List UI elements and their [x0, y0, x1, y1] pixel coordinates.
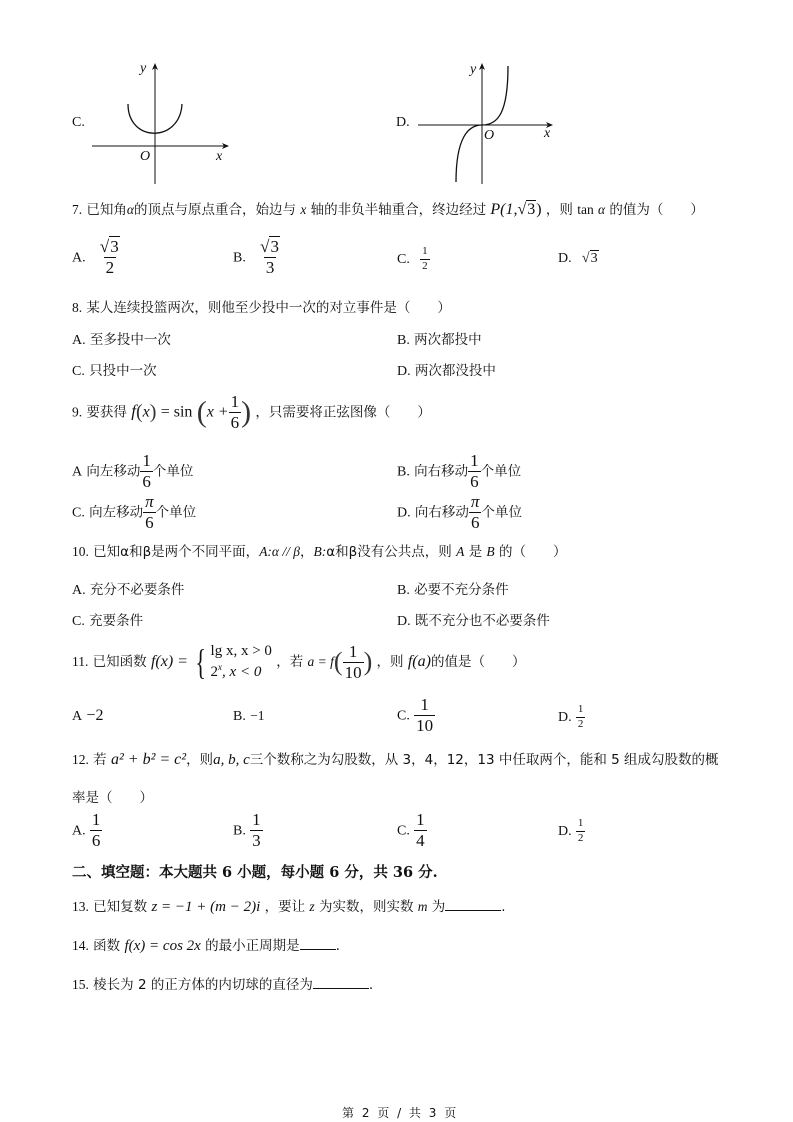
question-13: 13. 已知复数 z = −1 + (m − 2)i ，要让 z 为实数，则实数 m 为 . [72, 899, 506, 915]
q11-option-d[interactable]: D. $\frac{1}{2}$ [558, 703, 584, 730]
q12-option-b[interactable]: B. $\frac{1}{3}$ [233, 810, 261, 850]
q7-option-a[interactable]: A. $\frac{√3}{2}$ [72, 237, 119, 277]
q15-answer-blank[interactable] [313, 988, 369, 989]
q8-option-a[interactable]: A. 至多投中一次 [72, 332, 171, 348]
q12-option-d[interactable]: D. $\frac{1}{2}$ [558, 817, 584, 844]
graph-d-label: D. [396, 115, 410, 130]
q11-option-b[interactable]: B. −1 [233, 708, 265, 724]
q12-option-a[interactable]: A. $\frac{1}{6}$ [72, 810, 101, 850]
q11-option-c[interactable]: C. $\frac{1}{10}$ [397, 695, 434, 735]
svg-text:y: y [470, 62, 477, 77]
question-14: 14. 函数 f(x) = cos 2x 的最小正周期是 . [72, 938, 340, 954]
graph-c-plot [88, 58, 238, 188]
question-8: 8. 某人连续投篮两次，则他至少投中一次的对立事件是（ ） [72, 300, 451, 316]
q9-option-a[interactable]: A 向左移动 $\frac{1}{6}$ 个单位 [72, 451, 194, 491]
q7-option-d[interactable]: D. √3 [558, 251, 598, 266]
q7-option-b[interactable]: B. $\frac{√3}{3}$ [233, 237, 279, 277]
q9-option-d[interactable]: D. 向右移动 $\frac{\pi}{6}$ 个单位 [397, 492, 522, 532]
svg-text:x: x [216, 149, 223, 164]
q10-option-a[interactable]: A. 充分不必要条件 [72, 582, 185, 598]
q8-option-d[interactable]: D. 两次都没投中 [397, 363, 496, 379]
q10-option-d[interactable]: D. 既不充分也不必要条件 [397, 613, 550, 629]
graph-d-plot [412, 58, 562, 188]
q10-option-c[interactable]: C. 充要条件 [72, 613, 144, 629]
question-11: 11. 已知函数 f(x) = { lg x, x > 0 2$^x$, x < 0 ，若 a = f( $\frac{1}{10}$ ) ，则 f(a)的值是（ ） [72, 641, 526, 682]
question-7: 7. 已知角α的顶点与原点重合，始边与 x 轴的非负半轴重合，终边经过 P(1,√3) ，则 tan α 的值为（ ） [72, 201, 704, 218]
q10-option-b[interactable]: B. 必要不充分条件 [397, 582, 509, 598]
section-2-title: 二、填空题：本大题共 6 小题，每小题 6 分，共 36 分. [72, 864, 438, 881]
svg-text:O: O [484, 128, 495, 143]
q9-option-b[interactable]: B. 向右移动 $\frac{1}{6}$ 个单位 [397, 451, 522, 491]
q12-option-c[interactable]: C. $\frac{1}{4}$ [397, 810, 425, 850]
question-9: 9. 要获得 f(x) = sin (x + $\frac{1}{6}$ ) ，只需要将正弦图像（ ） [72, 392, 431, 432]
question-10: 10. 已知α和β是两个不同平面，A:α // β，B:α和β没有公共点，则 A 是 B 的（ ） [72, 544, 567, 560]
page-footer: 第 2 页 / 共 3 页 [342, 1106, 459, 1120]
q9-option-c[interactable]: C. 向左移动 $\frac{\pi}{6}$ 个单位 [72, 492, 197, 532]
question-12: 12. 若 a² + b² = c²，则a, b, c三个数称之为勾股数，从 3，4，12，13 中任取两个，能和 5 组成勾股数的概 [72, 751, 719, 768]
question-12-line2: 率是（ ） [72, 790, 153, 806]
q14-answer-blank[interactable] [300, 949, 336, 950]
svg-text:y: y [140, 61, 147, 76]
q8-option-c[interactable]: C. 只投中一次 [72, 363, 157, 379]
q11-option-a[interactable]: A −2 [72, 707, 104, 724]
svg-text:x: x [544, 126, 551, 141]
graph-c-label: C. [72, 115, 85, 130]
svg-text:O: O [140, 149, 151, 164]
q7-option-c[interactable]: C. $\frac{1}{2}$ [397, 245, 428, 272]
q13-answer-blank[interactable] [445, 910, 501, 911]
question-15: 15. 棱长为 2 的正方体的内切球的直径为 . [72, 977, 374, 993]
q8-option-b[interactable]: B. 两次都投中 [397, 332, 482, 348]
